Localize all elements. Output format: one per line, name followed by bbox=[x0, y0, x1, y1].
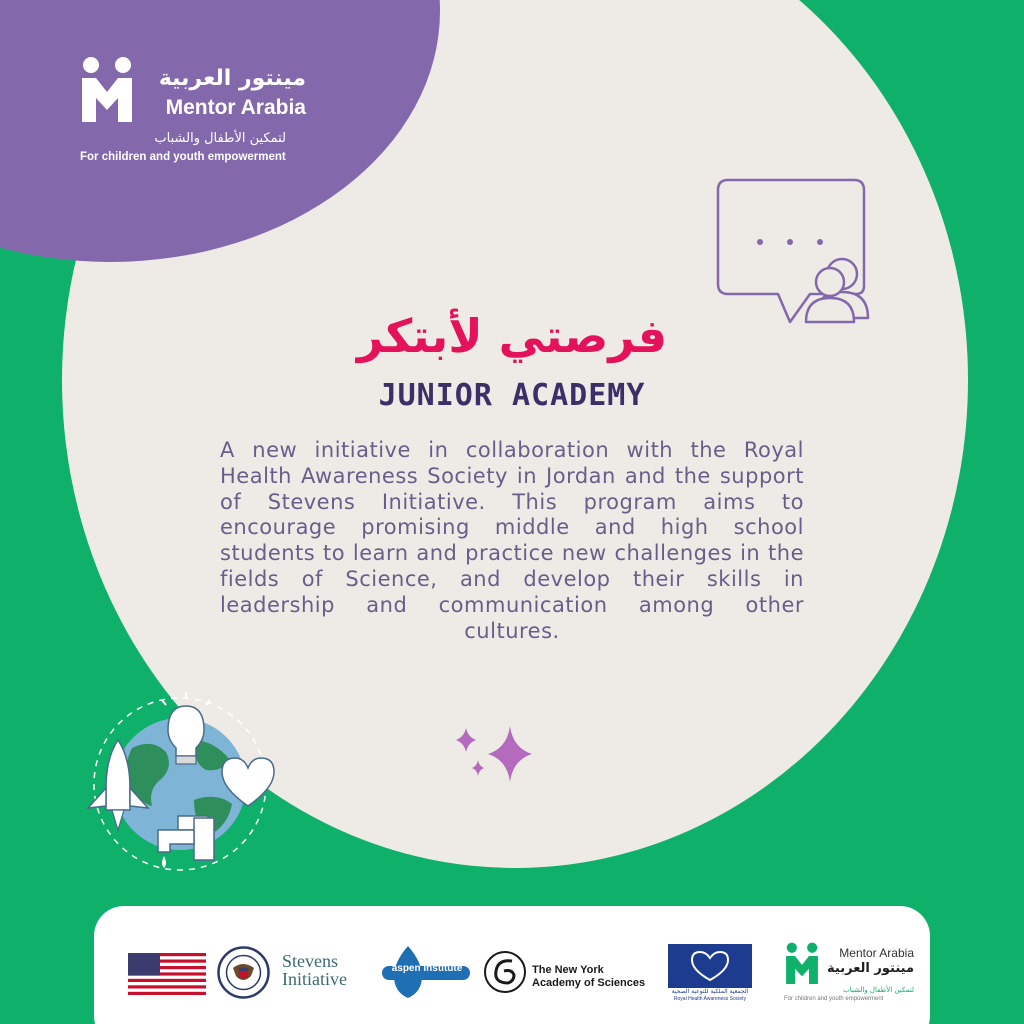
nyas-line2: Academy of Sciences bbox=[532, 977, 646, 989]
stevens-line1: Stevens bbox=[282, 951, 338, 971]
rhas-logo-mark bbox=[668, 944, 752, 988]
rhas-name-english: Royal Health Awareness Society bbox=[673, 996, 747, 1002]
logo-name-arabic: مينتور العربية bbox=[158, 66, 306, 91]
us-state-department-seal-icon bbox=[217, 946, 270, 999]
rhas-name-arabic: الجمعية الملكية للتوعية الصحية bbox=[671, 988, 749, 995]
description-text: A new initiative in collaboration with the Royal Health Awareness Society in Jordan and the support of Stevens Initiative. This program aims to encourage promising middle and high school students to learn and practice new challenges in the fields of Science, and develop their skills in leadership and communication among other cultures. bbox=[220, 438, 804, 643]
nyas-line1: The New York bbox=[532, 964, 604, 976]
mentor-arabia-logo-mark bbox=[80, 56, 134, 122]
footer-mentor-tagline-arabic: لتمكين الأطفال والشباب bbox=[843, 986, 914, 994]
title-arabic: فرصتي لأبتكر bbox=[356, 309, 668, 363]
logo-name-english: Mentor Arabia bbox=[165, 96, 306, 119]
mentor-arabia-logo bbox=[80, 56, 310, 176]
logo-tagline-arabic: لتمكين الأطفال والشباب bbox=[154, 131, 286, 146]
users-icon bbox=[806, 259, 868, 322]
title-english: JUNIOR ACADEMY bbox=[378, 378, 646, 413]
logo-tagline-english: For children and youth empowerment bbox=[80, 151, 286, 163]
mentor-arabia-footer-logo-mark bbox=[784, 942, 820, 984]
footer-mentor-tagline-english: For children and youth empowerment bbox=[784, 996, 884, 1002]
footer-mentor-name-arabic: مينتور العربية bbox=[827, 961, 914, 976]
footer-mentor-name-english: Mentor Arabia bbox=[839, 946, 914, 960]
nyas-logo-mark bbox=[482, 949, 528, 995]
us-flag-icon bbox=[128, 953, 206, 995]
chat-bubble-icon bbox=[714, 176, 884, 330]
stevens-line2: Initiative bbox=[282, 969, 347, 989]
sparkles-icon bbox=[452, 722, 536, 786]
stevens-initiative-logo bbox=[282, 952, 368, 988]
aspen-institute-label: aspen institute bbox=[391, 963, 463, 974]
globe-icon bbox=[82, 688, 278, 874]
nyas-logo-text bbox=[532, 964, 664, 990]
